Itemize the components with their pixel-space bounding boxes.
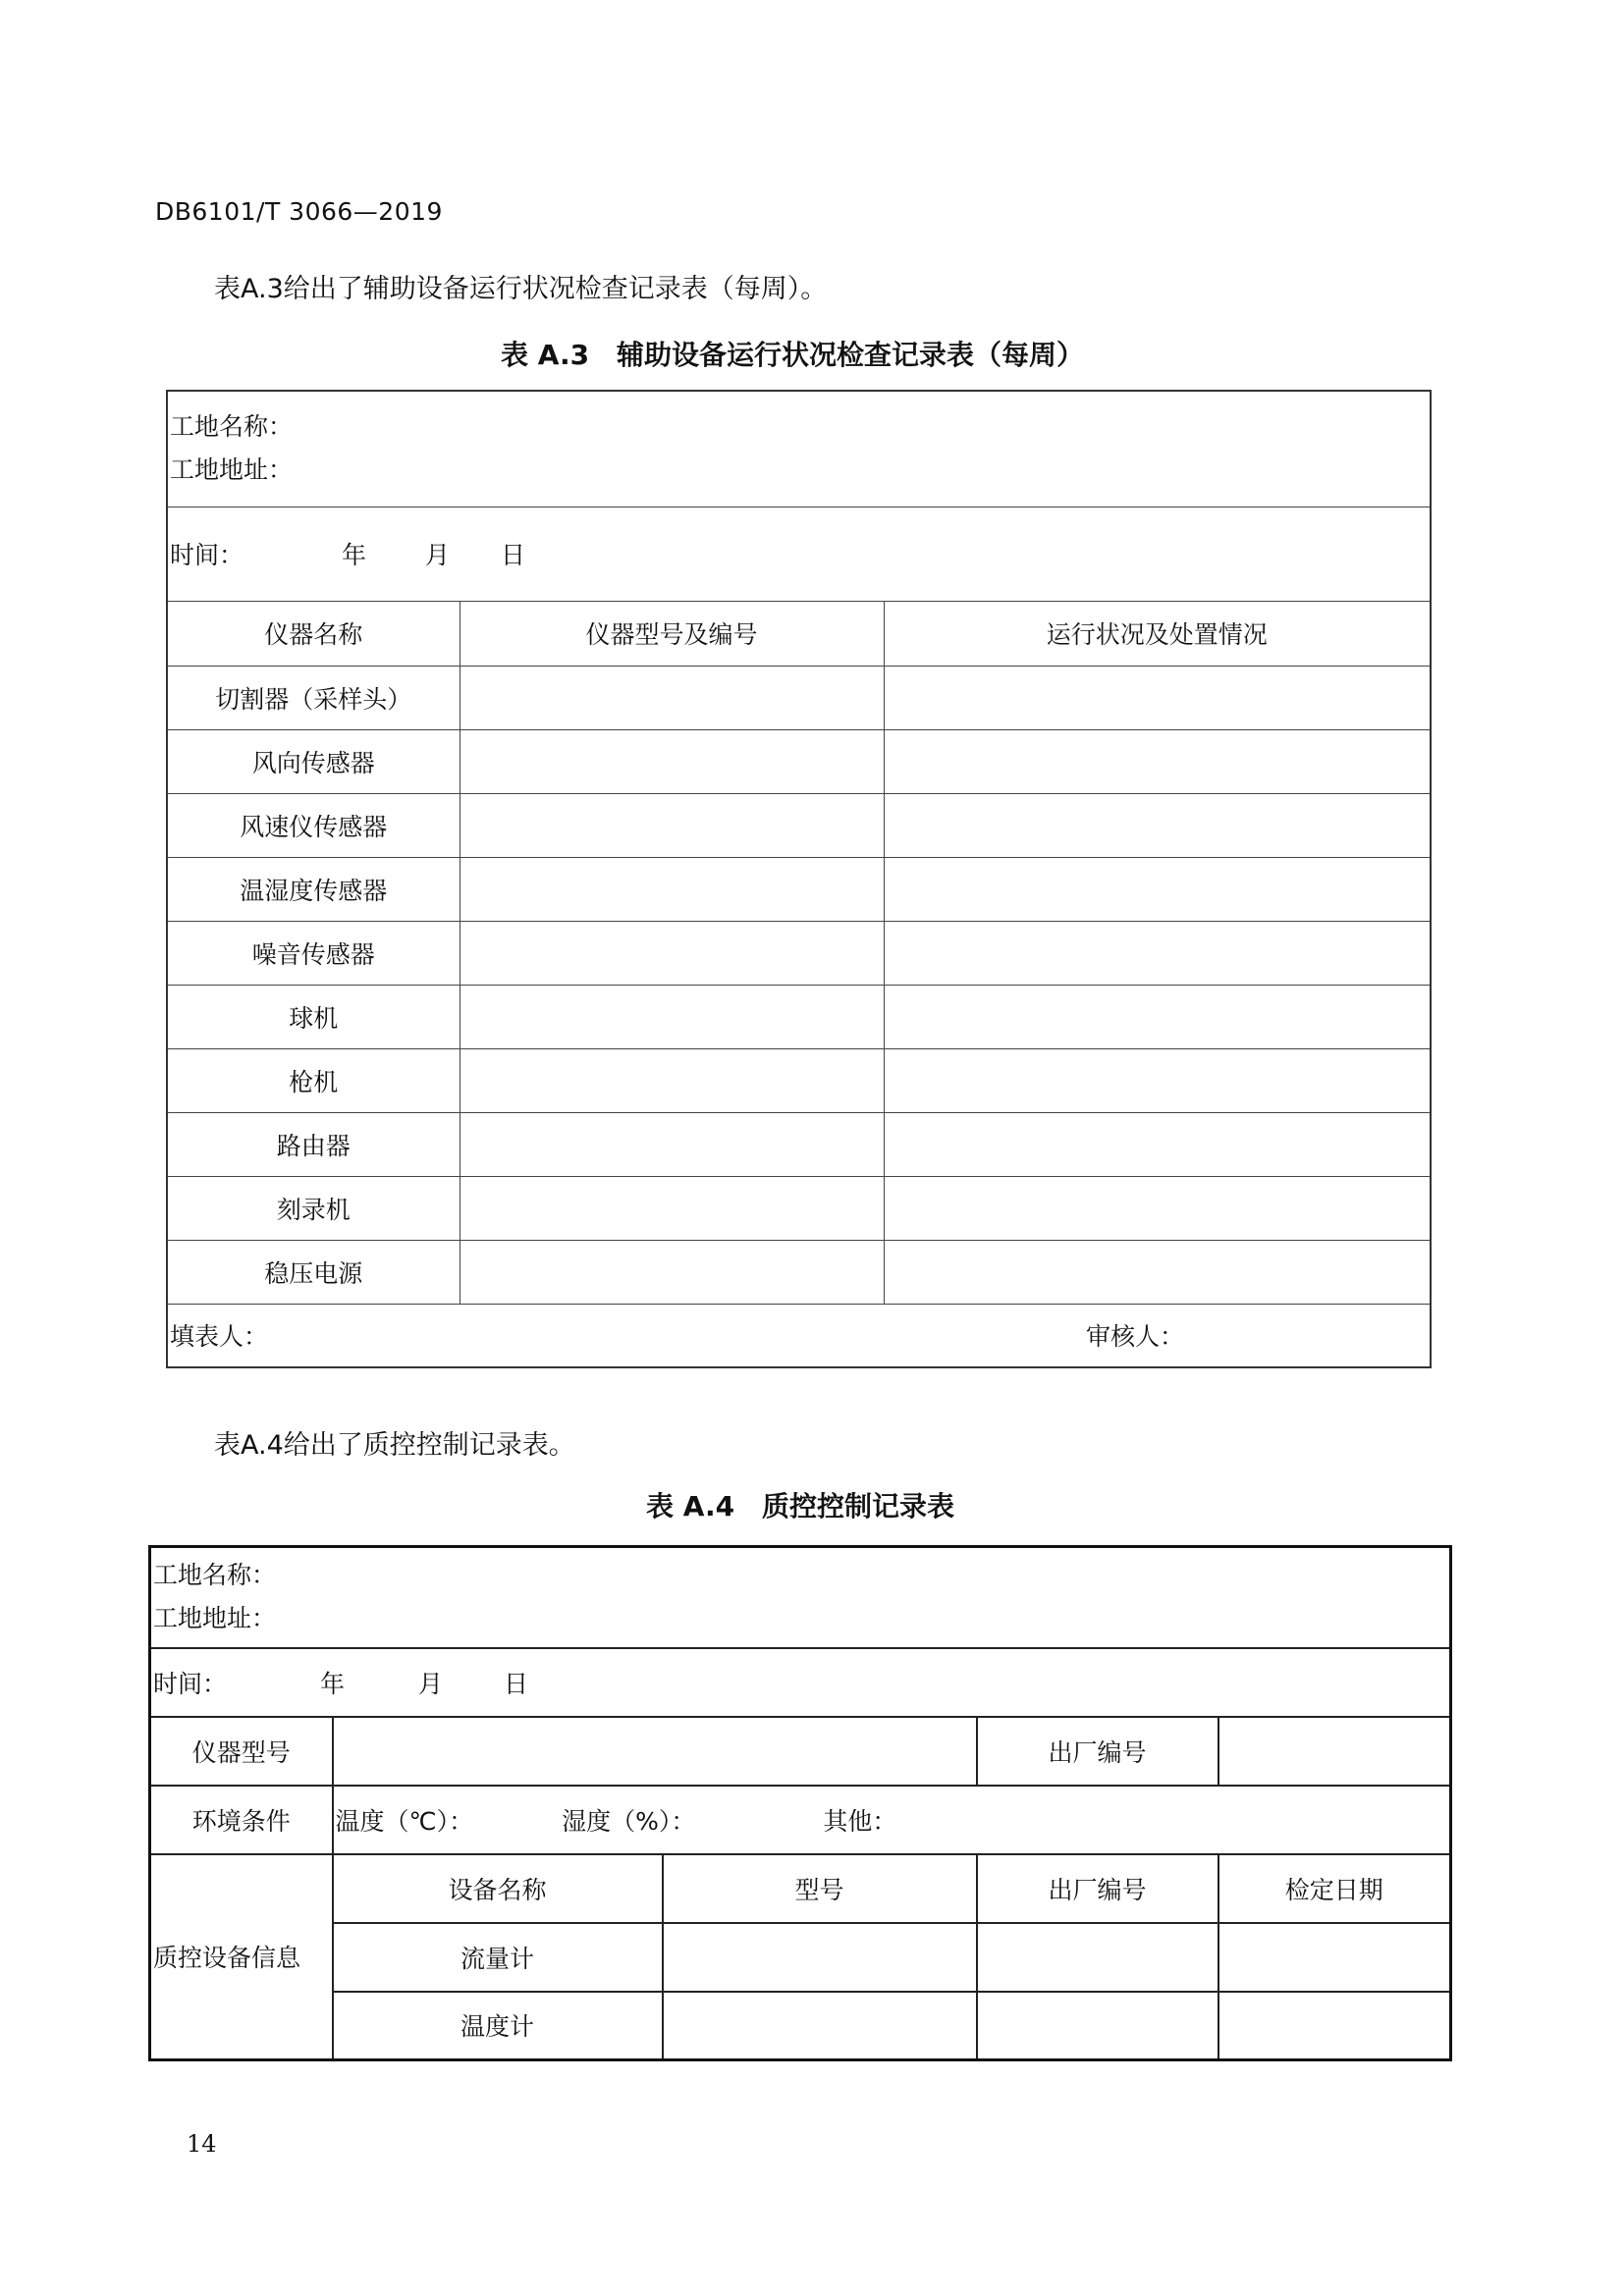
table-header-row xyxy=(167,601,1431,666)
qc-serial-cell[interactable] xyxy=(977,1992,1218,2060)
table-row xyxy=(167,985,1431,1048)
status-cell[interactable] xyxy=(884,666,1431,729)
qc-column-header: 检定日期 xyxy=(1218,1854,1451,1923)
signature-row xyxy=(167,1304,1431,1367)
model-label: 仪器型号 xyxy=(150,1717,333,1786)
document-code: DB6101/T 3066—2019 xyxy=(155,197,443,226)
table-a4-caption: 表 A.4 质控控制记录表 xyxy=(646,1490,955,1522)
section-a4-intro: 表A.4给出了质控控制记录表。 xyxy=(214,1430,575,1461)
filler-label: 填表人： xyxy=(170,1322,269,1352)
model-serial-cell[interactable] xyxy=(460,1048,884,1112)
instrument-name-cell: 稳压电源 xyxy=(167,1240,460,1304)
site-address-label: 工地地址： xyxy=(153,1604,277,1633)
table-row xyxy=(167,729,1431,793)
table-row xyxy=(167,921,1431,985)
status-cell[interactable] xyxy=(884,1176,1431,1240)
status-cell[interactable] xyxy=(884,921,1431,985)
site-name-label: 工地名称： xyxy=(170,412,294,442)
qc-model-cell[interactable] xyxy=(663,1923,977,1992)
table-row xyxy=(167,1240,1431,1304)
qc-device-name-cell: 温度计 xyxy=(333,1992,663,2060)
qc-date-cell[interactable] xyxy=(1218,1992,1451,2060)
instrument-name-cell: 切割器（采样头） xyxy=(167,666,460,729)
page-number: 14 xyxy=(187,2130,217,2158)
instrument-name-cell: 噪音传感器 xyxy=(167,921,460,985)
model-row xyxy=(150,1717,1451,1786)
qc-row xyxy=(150,1923,1451,1992)
year-label: 年 xyxy=(342,541,367,569)
qc-column-header: 设备名称 xyxy=(333,1854,663,1923)
column-header: 仪器型号及编号 xyxy=(460,601,884,666)
humidity-label: 湿度（%）： xyxy=(562,1806,696,1836)
qc-serial-cell[interactable] xyxy=(977,1923,1218,1992)
instrument-name-cell: 路由器 xyxy=(167,1112,460,1176)
qc-device-name-cell: 流量计 xyxy=(333,1923,663,1992)
qc-date-cell[interactable] xyxy=(1218,1923,1451,1992)
site-info-row xyxy=(167,391,1431,507)
column-header: 运行状况及处置情况 xyxy=(884,601,1431,666)
environment-row xyxy=(150,1786,1451,1854)
model-serial-cell[interactable] xyxy=(460,729,884,793)
table-a3-caption: 表 A.3 辅助设备运行状况检查记录表（每周） xyxy=(501,339,1085,371)
status-cell[interactable] xyxy=(884,729,1431,793)
environment-label: 环境条件 xyxy=(150,1786,333,1854)
column-header: 仪器名称 xyxy=(167,601,460,666)
status-cell[interactable] xyxy=(884,1240,1431,1304)
qc-model-cell[interactable] xyxy=(663,1992,977,2060)
month-label: 月 xyxy=(418,1669,444,1698)
instrument-name-cell: 温湿度传感器 xyxy=(167,857,460,921)
table-row xyxy=(167,1176,1431,1240)
instrument-name-cell: 风向传感器 xyxy=(167,729,460,793)
qc-row xyxy=(150,1992,1451,2060)
model-serial-cell[interactable] xyxy=(460,1112,884,1176)
model-serial-cell[interactable] xyxy=(460,857,884,921)
model-serial-cell[interactable] xyxy=(460,1240,884,1304)
model-serial-cell[interactable] xyxy=(460,985,884,1048)
status-cell[interactable] xyxy=(884,857,1431,921)
site-info-row xyxy=(150,1547,1451,1648)
table-a3 xyxy=(166,390,1432,1368)
model-serial-cell[interactable] xyxy=(460,666,884,729)
table-row xyxy=(167,1048,1431,1112)
other-label: 其他： xyxy=(823,1806,897,1836)
day-label: 日 xyxy=(501,541,526,569)
date-row xyxy=(167,507,1431,601)
table-row xyxy=(167,857,1431,921)
time-label: 时间： xyxy=(170,541,244,569)
reviewer-label: 审核人： xyxy=(1086,1322,1185,1352)
qc-info-label: 质控设备信息 xyxy=(150,1854,333,2060)
model-serial-cell[interactable] xyxy=(460,1176,884,1240)
model-serial-cell[interactable] xyxy=(460,793,884,857)
model-serial-cell[interactable] xyxy=(460,921,884,985)
instrument-name-cell: 刻录机 xyxy=(167,1176,460,1240)
instrument-name-cell: 风速仪传感器 xyxy=(167,793,460,857)
time-label: 时间： xyxy=(153,1669,228,1698)
status-cell[interactable] xyxy=(884,793,1431,857)
table-row xyxy=(167,666,1431,729)
site-address-label: 工地地址： xyxy=(170,455,294,485)
status-cell[interactable] xyxy=(884,985,1431,1048)
model-value-cell[interactable] xyxy=(333,1717,977,1786)
month-label: 月 xyxy=(425,541,451,569)
instrument-name-cell: 球机 xyxy=(167,985,460,1048)
table-row xyxy=(167,1112,1431,1176)
site-name-label: 工地名称： xyxy=(153,1561,277,1590)
date-row xyxy=(150,1648,1451,1717)
status-cell[interactable] xyxy=(884,1112,1431,1176)
serial-value-cell[interactable] xyxy=(1218,1717,1451,1786)
section-a3-intro: 表A.3给出了辅助设备运行状况检查记录表（每周）。 xyxy=(214,274,828,304)
qc-column-header: 型号 xyxy=(663,1854,977,1923)
instrument-name-cell: 枪机 xyxy=(167,1048,460,1112)
table-row xyxy=(167,793,1431,857)
year-label: 年 xyxy=(320,1669,346,1698)
day-label: 日 xyxy=(504,1669,529,1698)
qc-column-header: 出厂编号 xyxy=(977,1854,1218,1923)
qc-header-row xyxy=(150,1854,1451,1923)
temperature-label: 温度（℃）： xyxy=(335,1806,474,1836)
status-cell[interactable] xyxy=(884,1048,1431,1112)
table-a4 xyxy=(148,1545,1452,2061)
serial-label: 出厂编号 xyxy=(977,1717,1218,1786)
